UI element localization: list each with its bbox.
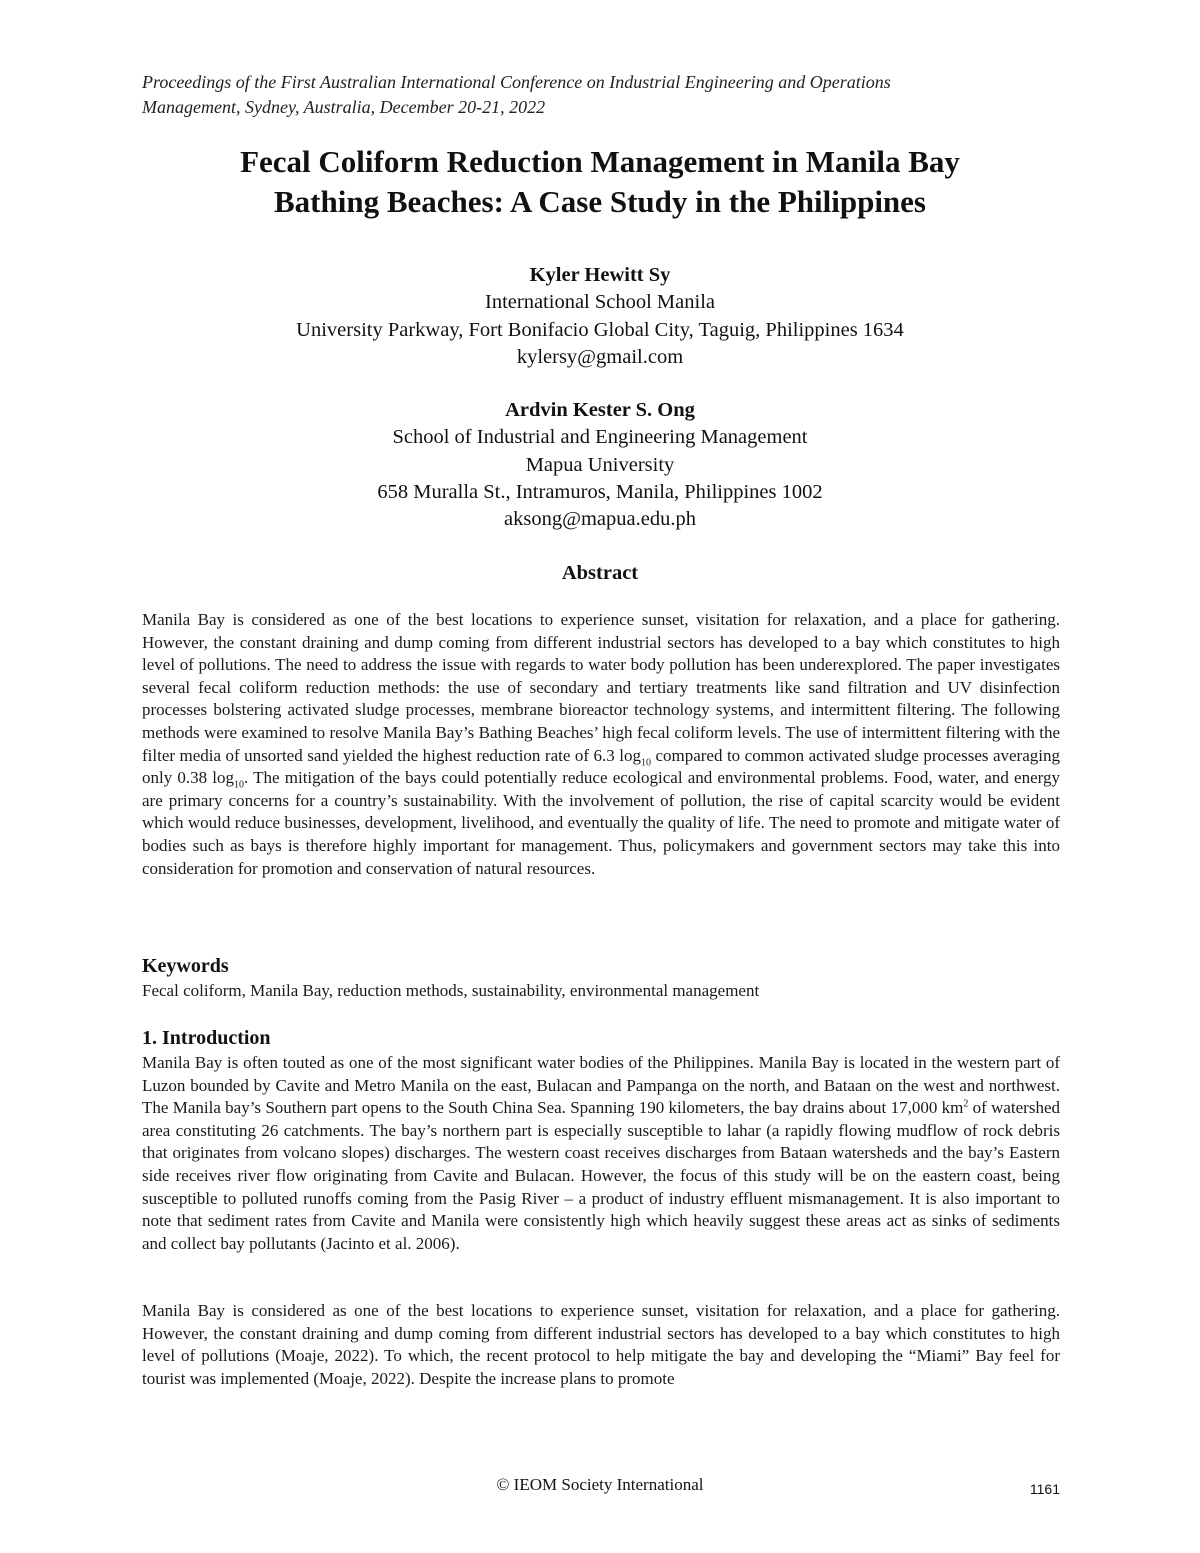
- author-affiliation: School of Industrial and Engineering Management: [392, 426, 808, 449]
- author-name: Ardvin Kester S. Ong: [505, 399, 695, 422]
- intro-p1-part-2: of watershed area constituting 26 catchments. The bay’s northern part is especially susceptible to lahar (a rapidly flowing mudflow of rock debris that originates from volcano slopes) discharges. The western coast receives discharges from Bataan watersheds and the bay’s Eastern side receives river flow originating from Cavite and Bulacan. However, the focus of this study will be on the eastern coast, being susceptible to polluted runoffs coming from the Pasig River – a product of industry effluent mismanagement. It is also important to note that sediment rates from Cavite and Manila were consistently high which heavily suggest these areas act as sinks of sediments and collect bay pollutants (Jacinto et al. 2006).: [142, 1098, 1060, 1253]
- author-address: University Parkway, Fort Bonifacio Global City, Taguig, Philippines 1634: [296, 318, 904, 341]
- author-email: aksong@mapua.edu.ph: [504, 508, 696, 531]
- header-line-1: Proceedings of the First Australian International Conference on Industrial Engineering and Operations: [142, 72, 891, 92]
- introduction-heading: 1. Introduction: [142, 1027, 271, 1049]
- header-line-2: Management, Sydney, Australia, December 20-21, 2022: [142, 97, 546, 117]
- introduction-paragraph-2: Manila Bay is considered as one of the best locations to experience sunset, visitation for relaxation, and a place for gathering. However, the constant draining and dump coming from different industrial sectors has developed to a bay which constitutes to high level of pollutions (Moaje, 2022). To which, the recent protocol to help mitigate the bay and developing the “Miami” Bay feel for tourist was implemented (Moaje, 2022). Despite the increase plans to promote: [142, 1301, 1060, 1388]
- author-name: Kyler Hewitt Sy: [529, 264, 671, 286]
- km-superscript: 2: [963, 1098, 969, 1110]
- proceedings-header: [142, 70, 1062, 120]
- log-subscript: 10: [234, 779, 245, 791]
- keywords-heading: Keywords: [142, 955, 229, 977]
- paper-title: [100, 142, 1100, 222]
- abstract-text-part-1: Manila Bay is considered as one of the best locations to experience sunset, visitation for relaxation, and a place for gathering. However, the constant draining and dump coming from different industrial sectors has developed to a bay which constitutes to high level of pollutions. The need to address the issue with regards to water body pollution has been underexplored. The paper investigates several fecal coliform reduction methods: the use of secondary and tertiary treatments like sand filtration and UV disinfection processes bolstering activated sludge processes, membrane bioreactor technology systems, and intermittent filtering. The following methods were examined to resolve Manila Bay’s Bathing Beaches’ high fecal coliform levels. The use of intermittent filtering with the filter media of unsorted sand yielded the highest reduction rate of 6.3 log: [142, 610, 1060, 765]
- keywords-text: Fecal coliform, Manila Bay, reduction methods, sustainability, environmental management: [142, 981, 760, 1000]
- author-block: [100, 262, 1100, 534]
- author-2: [100, 397, 1100, 533]
- introduction-paragraph-1: [142, 1052, 1060, 1255]
- page-number: 1161: [1029, 1481, 1060, 1497]
- author-institution: Mapua University: [525, 453, 675, 476]
- abstract-text: [142, 609, 1060, 880]
- author-email: kylersy@gmail.com: [516, 345, 684, 368]
- log-subscript: 10: [640, 756, 651, 768]
- author-affiliation: International School Manila: [485, 291, 715, 314]
- title-line-2: Bathing Beaches: A Case Study in the Philippines: [274, 184, 926, 219]
- abstract-text-part-2: compared to common activated sludge processes averaging only 0.38 log: [142, 745, 1060, 788]
- intro-p1-part-1: Manila Bay is often touted as one of the most significant water bodies of the Philippines. Manila Bay is located in the western part of Luzon bounded by Cavite and Metro Manila on the east, Bulacan and Pampanga on the north, and Bataan on the west and northwest. The Manila bay’s Southern part opens to the South China Sea. Spanning 190 kilometers, the bay drains about 17,000 km: [142, 1053, 1060, 1118]
- abstract-text-part-3: . The mitigation of the bays could potentially reduce ecological and environmental problems. Food, water, and energy are primary concerns for a country’s sustainability. With the involvement of pollution, the rise of capital scarcity would be evident which would reduce businesses, development, livelihood, and eventually the quality of life. The need to promote and mitigate water of bodies such as bays is therefore highly important for management. Thus, policymakers and government sectors may take this into consideration for promotion and conservation of natural resources.: [142, 768, 1060, 878]
- author-address: 658 Muralla St., Intramuros, Manila, Philippines 1002: [377, 481, 823, 504]
- author-gap: [100, 371, 1100, 397]
- author-1: [100, 262, 1100, 371]
- title-line-1: Fecal Coliform Reduction Management in Manila Bay: [240, 144, 960, 179]
- abstract-heading: Abstract: [561, 562, 639, 584]
- copyright-footer: © IEOM Society International: [496, 1475, 704, 1494]
